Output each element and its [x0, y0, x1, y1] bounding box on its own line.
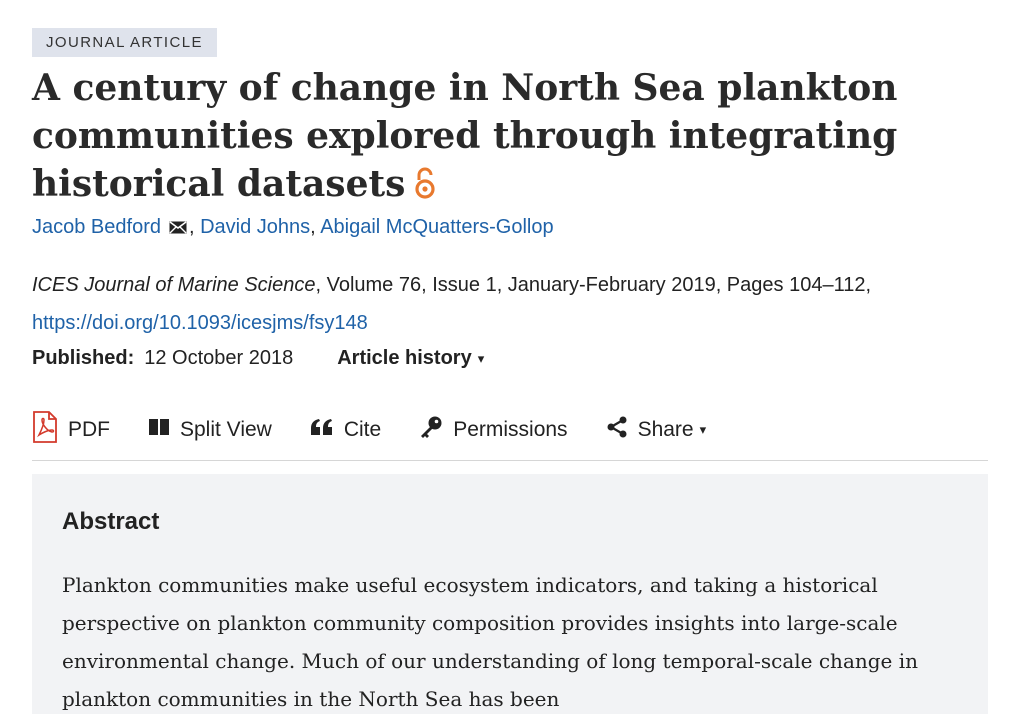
share-button[interactable]: [606, 416, 707, 444]
abstract-heading: Abstract: [62, 508, 160, 535]
cite-label: Cite: [343, 418, 382, 441]
toolbar-divider: [32, 460, 988, 461]
article-title: [32, 64, 932, 212]
citation-details: , Volume 76, Issue 1, January-February 2019, Pages 104–112,: [315, 274, 872, 296]
split-view-icon: [148, 418, 180, 442]
share-icon: [606, 416, 638, 444]
split-view-button[interactable]: [148, 418, 272, 442]
pdf-button[interactable]: [32, 411, 110, 449]
email-icon[interactable]: [169, 213, 187, 243]
quote-icon: [310, 418, 344, 442]
abstract-text: Plankton communities make useful ecosystem indicators, and taking a historical perspective on plankton community composition provides insights into large-scale environmental change. Much of our understanding of long temporal-scale change in plankton communities in the North Sea has been: [62, 573, 919, 711]
author-separator: ,: [310, 216, 316, 238]
pdf-label: PDF: [68, 418, 110, 441]
citation-line: [32, 266, 962, 342]
split-view-label: Split View: [180, 418, 272, 441]
pdf-icon: [32, 411, 68, 449]
article-type-badge: JOURNAL ARTICLE: [32, 28, 217, 57]
chevron-down-icon: ▾: [699, 422, 707, 437]
share-label: Share: [637, 418, 694, 441]
permissions-button[interactable]: [419, 415, 567, 445]
abstract-section: [32, 474, 988, 714]
author-link-1[interactable]: Jacob Bedford: [32, 216, 161, 238]
journal-name: ICES Journal of Marine Science: [32, 274, 316, 296]
article-history-label: Article history: [337, 347, 472, 369]
permissions-label: Permissions: [453, 418, 568, 441]
chevron-down-icon: ▾: [477, 351, 485, 366]
article-toolbar: [32, 408, 744, 452]
doi-link[interactable]: https://doi.org/10.1093/icesjms/fsy148: [32, 312, 368, 334]
published-date: 12 October 2018: [144, 347, 294, 369]
author-list: [32, 212, 554, 243]
published-info: [32, 342, 484, 375]
open-access-icon: [413, 164, 437, 212]
published-label: Published:: [32, 347, 135, 369]
author-link-3[interactable]: Abigail McQuatters-Gollop: [320, 216, 554, 238]
article-history-toggle[interactable]: [337, 347, 484, 369]
author-link-2[interactable]: David Johns: [200, 216, 311, 238]
key-icon: [419, 415, 453, 445]
article-title-text: A century of change in North Sea plankton communities explored through integrating historical datasets: [32, 67, 898, 205]
author-separator: ,: [188, 216, 195, 238]
cite-button[interactable]: [310, 418, 381, 442]
